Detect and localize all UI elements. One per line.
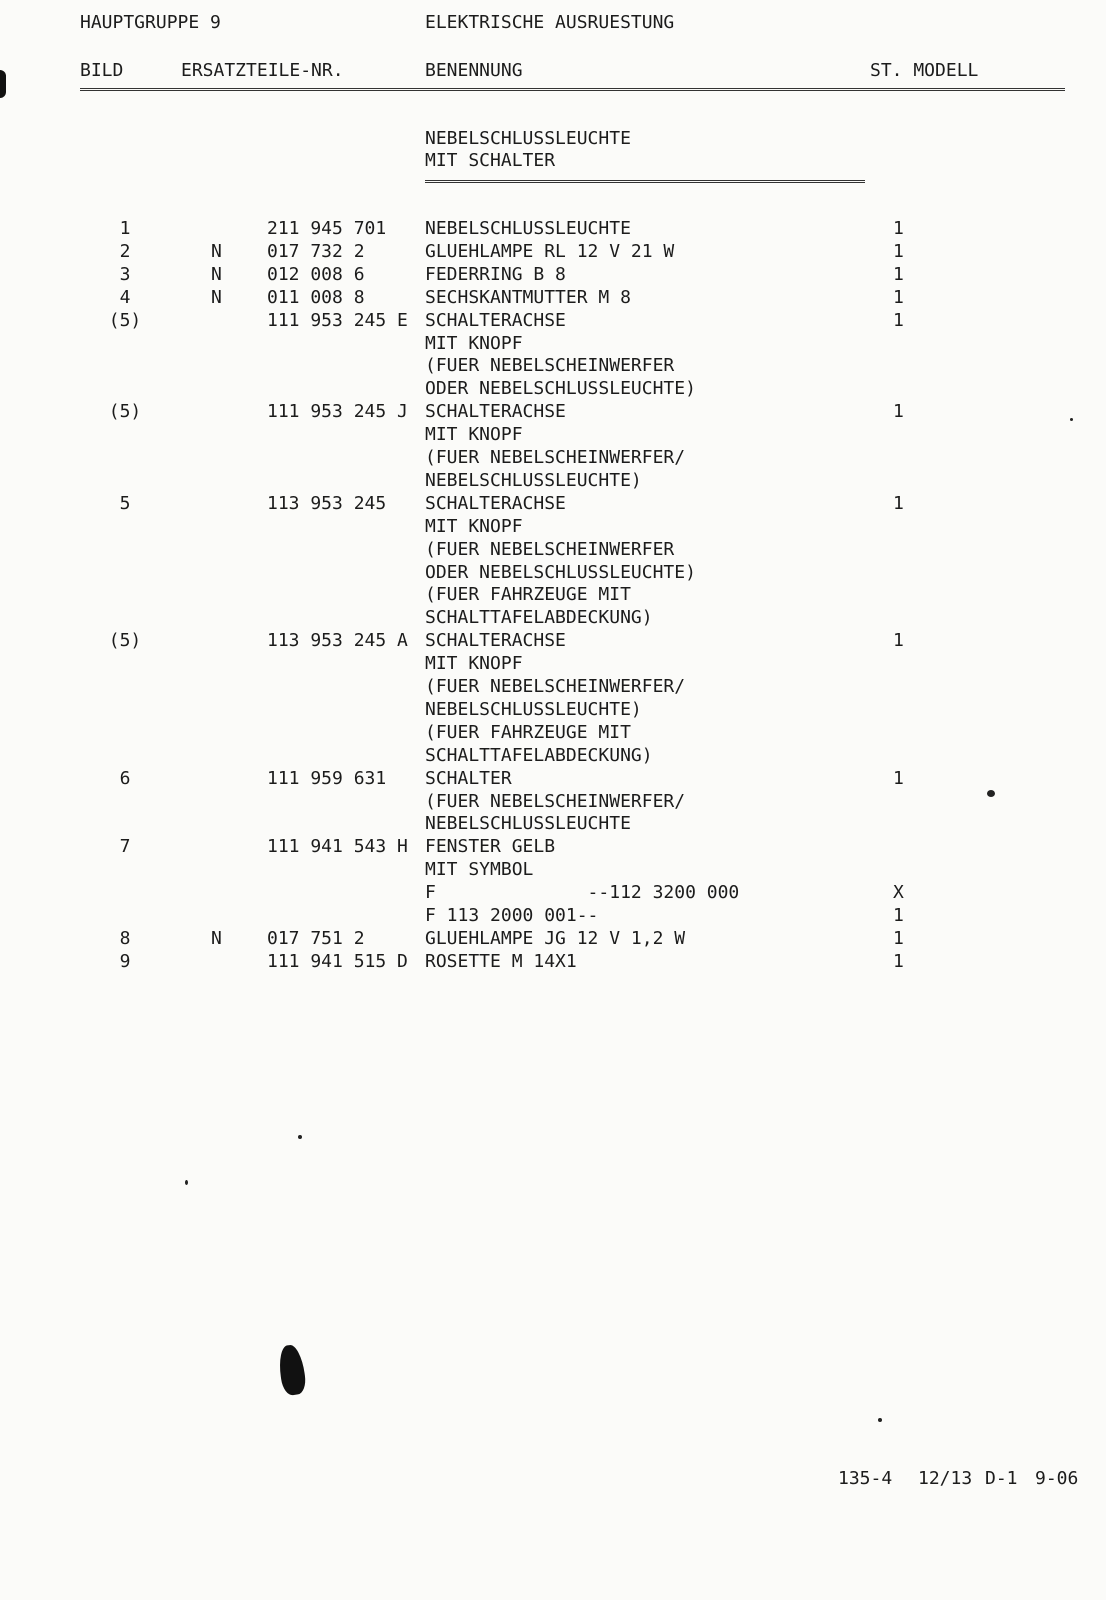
row-description: FENSTER GELB bbox=[425, 836, 556, 857]
group-label: HAUPTGRUPPE 9 bbox=[80, 12, 221, 33]
table-row bbox=[0, 859, 1106, 881]
row-description: GLUEHLAMPE RL 12 V 21 W bbox=[425, 241, 675, 262]
row-description: NEBELSCHLUSSLEUCHTE) bbox=[425, 470, 642, 491]
row-quantity: 1 bbox=[893, 951, 904, 972]
row-prefix: N bbox=[211, 264, 222, 285]
row-ref: 9 bbox=[119, 951, 131, 972]
table-row bbox=[0, 584, 1106, 606]
table-row bbox=[0, 241, 1106, 263]
row-description: F --112 3200 000 bbox=[425, 882, 740, 903]
ink-speck bbox=[298, 1135, 302, 1139]
row-quantity: 1 bbox=[893, 310, 904, 331]
table-row bbox=[0, 653, 1106, 675]
table-row bbox=[0, 722, 1106, 744]
row-part-number: 017 751 2 bbox=[267, 928, 365, 949]
table-row bbox=[0, 264, 1106, 286]
row-part-number: 111 941 543 H bbox=[267, 836, 408, 857]
ink-speck bbox=[185, 1180, 188, 1185]
row-description: NEBELSCHLUSSLEUCHTE bbox=[425, 813, 631, 834]
table-row bbox=[0, 562, 1106, 584]
row-description: MIT KNOPF bbox=[425, 653, 523, 674]
row-description: MIT SYMBOL bbox=[425, 859, 534, 880]
row-description: SCHALTTAFELABDECKUNG) bbox=[425, 607, 653, 628]
section-title-line2: MIT SCHALTER bbox=[425, 150, 556, 171]
ink-speck bbox=[1070, 418, 1073, 421]
table-row bbox=[0, 218, 1106, 240]
row-ref: (5) bbox=[108, 630, 142, 651]
footer-code-2: 12/13 bbox=[918, 1468, 973, 1489]
row-quantity: 1 bbox=[893, 401, 904, 422]
row-quantity: 1 bbox=[893, 218, 904, 239]
column-header-name: BENENNUNG bbox=[425, 60, 523, 81]
group-title: ELEKTRISCHE AUSRUESTUNG bbox=[425, 12, 675, 33]
footer-code-1: 135-4 bbox=[838, 1468, 893, 1489]
table-row bbox=[0, 355, 1106, 377]
row-quantity: 1 bbox=[893, 493, 904, 514]
row-part-number: 111 941 515 D bbox=[267, 951, 408, 972]
table-row bbox=[0, 813, 1106, 835]
table-row bbox=[0, 745, 1106, 767]
row-quantity: 1 bbox=[893, 768, 904, 789]
row-ref: (5) bbox=[108, 310, 142, 331]
row-ref: (5) bbox=[108, 401, 142, 422]
table-row bbox=[0, 401, 1106, 423]
row-quantity: X bbox=[893, 882, 904, 903]
ink-blot bbox=[277, 1344, 308, 1397]
table-row bbox=[0, 951, 1106, 973]
row-description: MIT KNOPF bbox=[425, 424, 523, 445]
ink-speck bbox=[987, 790, 995, 797]
row-description: SECHSKANTMUTTER M 8 bbox=[425, 287, 631, 308]
row-description: (FUER NEBELSCHEINWERFER bbox=[425, 539, 675, 560]
row-quantity: 1 bbox=[893, 905, 904, 926]
table-row bbox=[0, 333, 1106, 355]
table-row bbox=[0, 836, 1106, 858]
header-rule bbox=[80, 88, 1065, 91]
table-row bbox=[0, 287, 1106, 309]
row-part-number: 113 953 245 A bbox=[267, 630, 408, 651]
row-description: (FUER FAHRZEUGE MIT bbox=[425, 722, 631, 743]
row-description: (FUER FAHRZEUGE MIT bbox=[425, 584, 631, 605]
row-prefix: N bbox=[211, 241, 222, 262]
column-header-bild: BILD bbox=[80, 60, 124, 81]
table-row bbox=[0, 424, 1106, 446]
row-description: ROSETTE M 14X1 bbox=[425, 951, 577, 972]
row-quantity: 1 bbox=[893, 241, 904, 262]
row-part-number: 211 945 701 bbox=[267, 218, 387, 239]
row-description: (FUER NEBELSCHEINWERFER/ bbox=[425, 791, 686, 812]
table-row bbox=[0, 516, 1106, 538]
row-quantity: 1 bbox=[893, 264, 904, 285]
table-row bbox=[0, 378, 1106, 400]
table-row bbox=[0, 768, 1106, 790]
row-prefix: N bbox=[211, 928, 222, 949]
row-description: MIT KNOPF bbox=[425, 333, 523, 354]
table-row bbox=[0, 676, 1106, 698]
row-ref: 2 bbox=[119, 241, 131, 262]
row-description: ODER NEBELSCHLUSSLEUCHTE) bbox=[425, 378, 696, 399]
table-row bbox=[0, 470, 1106, 492]
row-description: MIT KNOPF bbox=[425, 516, 523, 537]
row-ref: 8 bbox=[119, 928, 131, 949]
row-ref: 6 bbox=[119, 768, 131, 789]
row-description: (FUER NEBELSCHEINWERFER/ bbox=[425, 676, 686, 697]
row-description: SCHALTERACHSE bbox=[425, 493, 566, 514]
row-description: SCHALTERACHSE bbox=[425, 310, 566, 331]
table-row bbox=[0, 791, 1106, 813]
table-row bbox=[0, 310, 1106, 332]
row-part-number: 111 953 245 J bbox=[267, 401, 408, 422]
row-description: (FUER NEBELSCHEINWERFER/ bbox=[425, 447, 686, 468]
ink-speck bbox=[878, 1418, 882, 1422]
column-header-qty-model: ST. MODELL bbox=[870, 60, 979, 81]
row-quantity: 1 bbox=[893, 630, 904, 651]
row-part-number: 011 008 8 bbox=[267, 287, 365, 308]
row-quantity: 1 bbox=[893, 287, 904, 308]
section-title-line1: NEBELSCHLUSSLEUCHTE bbox=[425, 128, 631, 149]
section-rule bbox=[425, 180, 865, 183]
scan-edge-mark bbox=[0, 70, 6, 98]
row-ref: 4 bbox=[119, 287, 131, 308]
table-row bbox=[0, 882, 1106, 904]
footer-code-4: 9-06 bbox=[1035, 1468, 1079, 1489]
row-description: SCHALTER bbox=[425, 768, 512, 789]
table-row bbox=[0, 493, 1106, 515]
row-description: NEBELSCHLUSSLEUCHTE bbox=[425, 218, 631, 239]
row-prefix: N bbox=[211, 287, 222, 308]
row-description: SCHALTERACHSE bbox=[425, 630, 566, 651]
row-ref: 1 bbox=[119, 218, 131, 239]
table-row bbox=[0, 630, 1106, 652]
row-description: F 113 2000 001-- bbox=[425, 905, 599, 926]
row-ref: 3 bbox=[119, 264, 131, 285]
row-description: (FUER NEBELSCHEINWERFER bbox=[425, 355, 675, 376]
row-ref: 7 bbox=[119, 836, 131, 857]
row-ref: 5 bbox=[119, 493, 131, 514]
row-part-number: 111 959 631 bbox=[267, 768, 387, 789]
row-part-number: 017 732 2 bbox=[267, 241, 365, 262]
row-description: SCHALTERACHSE bbox=[425, 401, 566, 422]
row-description: NEBELSCHLUSSLEUCHTE) bbox=[425, 699, 642, 720]
row-part-number: 113 953 245 bbox=[267, 493, 387, 514]
row-part-number: 111 953 245 E bbox=[267, 310, 408, 331]
table-row bbox=[0, 607, 1106, 629]
table-row bbox=[0, 928, 1106, 950]
row-description: SCHALTTAFELABDECKUNG) bbox=[425, 745, 653, 766]
row-quantity: 1 bbox=[893, 928, 904, 949]
footer-code-3: D-1 bbox=[985, 1468, 1018, 1489]
row-description: ODER NEBELSCHLUSSLEUCHTE) bbox=[425, 562, 696, 583]
row-description: GLUEHLAMPE JG 12 V 1,2 W bbox=[425, 928, 686, 949]
table-row bbox=[0, 539, 1106, 561]
table-row bbox=[0, 447, 1106, 469]
column-header-part-number: ERSATZTEILE-NR. bbox=[181, 60, 344, 81]
table-row bbox=[0, 905, 1106, 927]
table-row bbox=[0, 699, 1106, 721]
row-part-number: 012 008 6 bbox=[267, 264, 365, 285]
row-description: FEDERRING B 8 bbox=[425, 264, 566, 285]
